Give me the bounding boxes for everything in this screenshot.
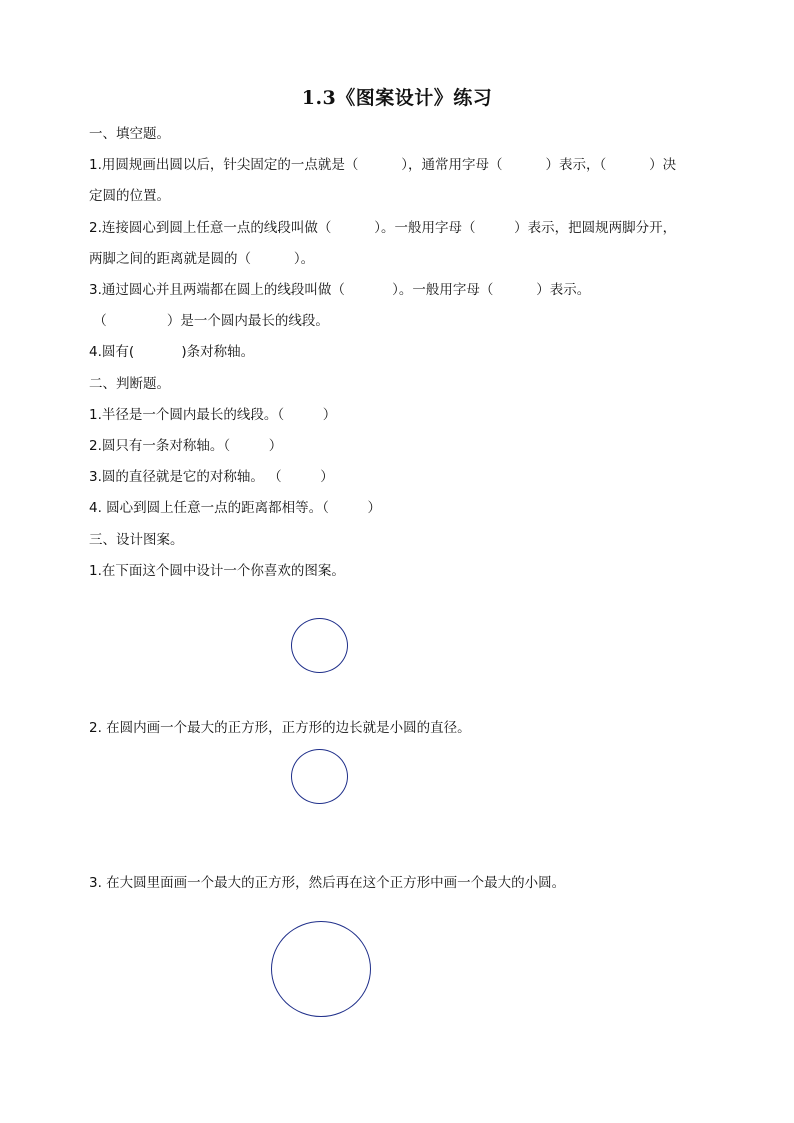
drawing-circle-2: [291, 749, 348, 804]
drawing-circle-large: [271, 921, 371, 1017]
design-q1: 1.在下面这个圆中设计一个你喜欢的图案。: [89, 563, 345, 579]
fill-blank-q2-line1: 2.连接圆心到圆上任意一点的线段叫做（ ）。一般用字母（ ）表示，把圆规两脚分开，: [89, 220, 677, 236]
section-heading-design: 三、设计图案。: [89, 532, 184, 548]
fill-blank-q3-line1: 3.通过圆心并且两端都在圆上的线段叫做（ ）。一般用字母（ ）表示。: [89, 282, 591, 298]
true-false-q1: 1.半径是一个圆内最长的线段。（ ）: [89, 407, 337, 423]
fill-blank-q2-line2: 两脚之间的距离就是圆的（ ）。: [89, 251, 315, 267]
fill-blank-q3-line2: （ ）是一个圆内最长的线段。: [89, 313, 329, 329]
design-q3: 3. 在大圆里面画一个最大的正方形，然后再在这个正方形中画一个最大的小圆。: [89, 875, 566, 891]
section-heading-fill-blank: 一、填空题。: [89, 126, 170, 142]
fill-blank-q1-line1: 1.用圆规画出圆以后，针尖固定的一点就是（ ），通常用字母（ ）表示，（ ）决: [89, 157, 677, 173]
page-title: 1.3《图案设计》练习: [301, 87, 493, 109]
fill-blank-q1-line2: 定圆的位置。: [89, 188, 170, 204]
fill-blank-q4: 4.圆有( )条对称轴。: [89, 344, 255, 360]
true-false-q3: 3.圆的直径就是它的对称轴。 （ ）: [89, 469, 334, 485]
section-heading-true-false: 二、判断题。: [89, 376, 170, 392]
design-q2: 2. 在圆内画一个最大的正方形，正方形的边长就是小圆的直径。: [89, 720, 471, 736]
drawing-circle-1: [291, 618, 348, 673]
true-false-q4: 4. 圆心到圆上任意一点的距离都相等。（ ）: [89, 500, 382, 516]
true-false-q2: 2.圆只有一条对称轴。（ ）: [89, 438, 283, 454]
